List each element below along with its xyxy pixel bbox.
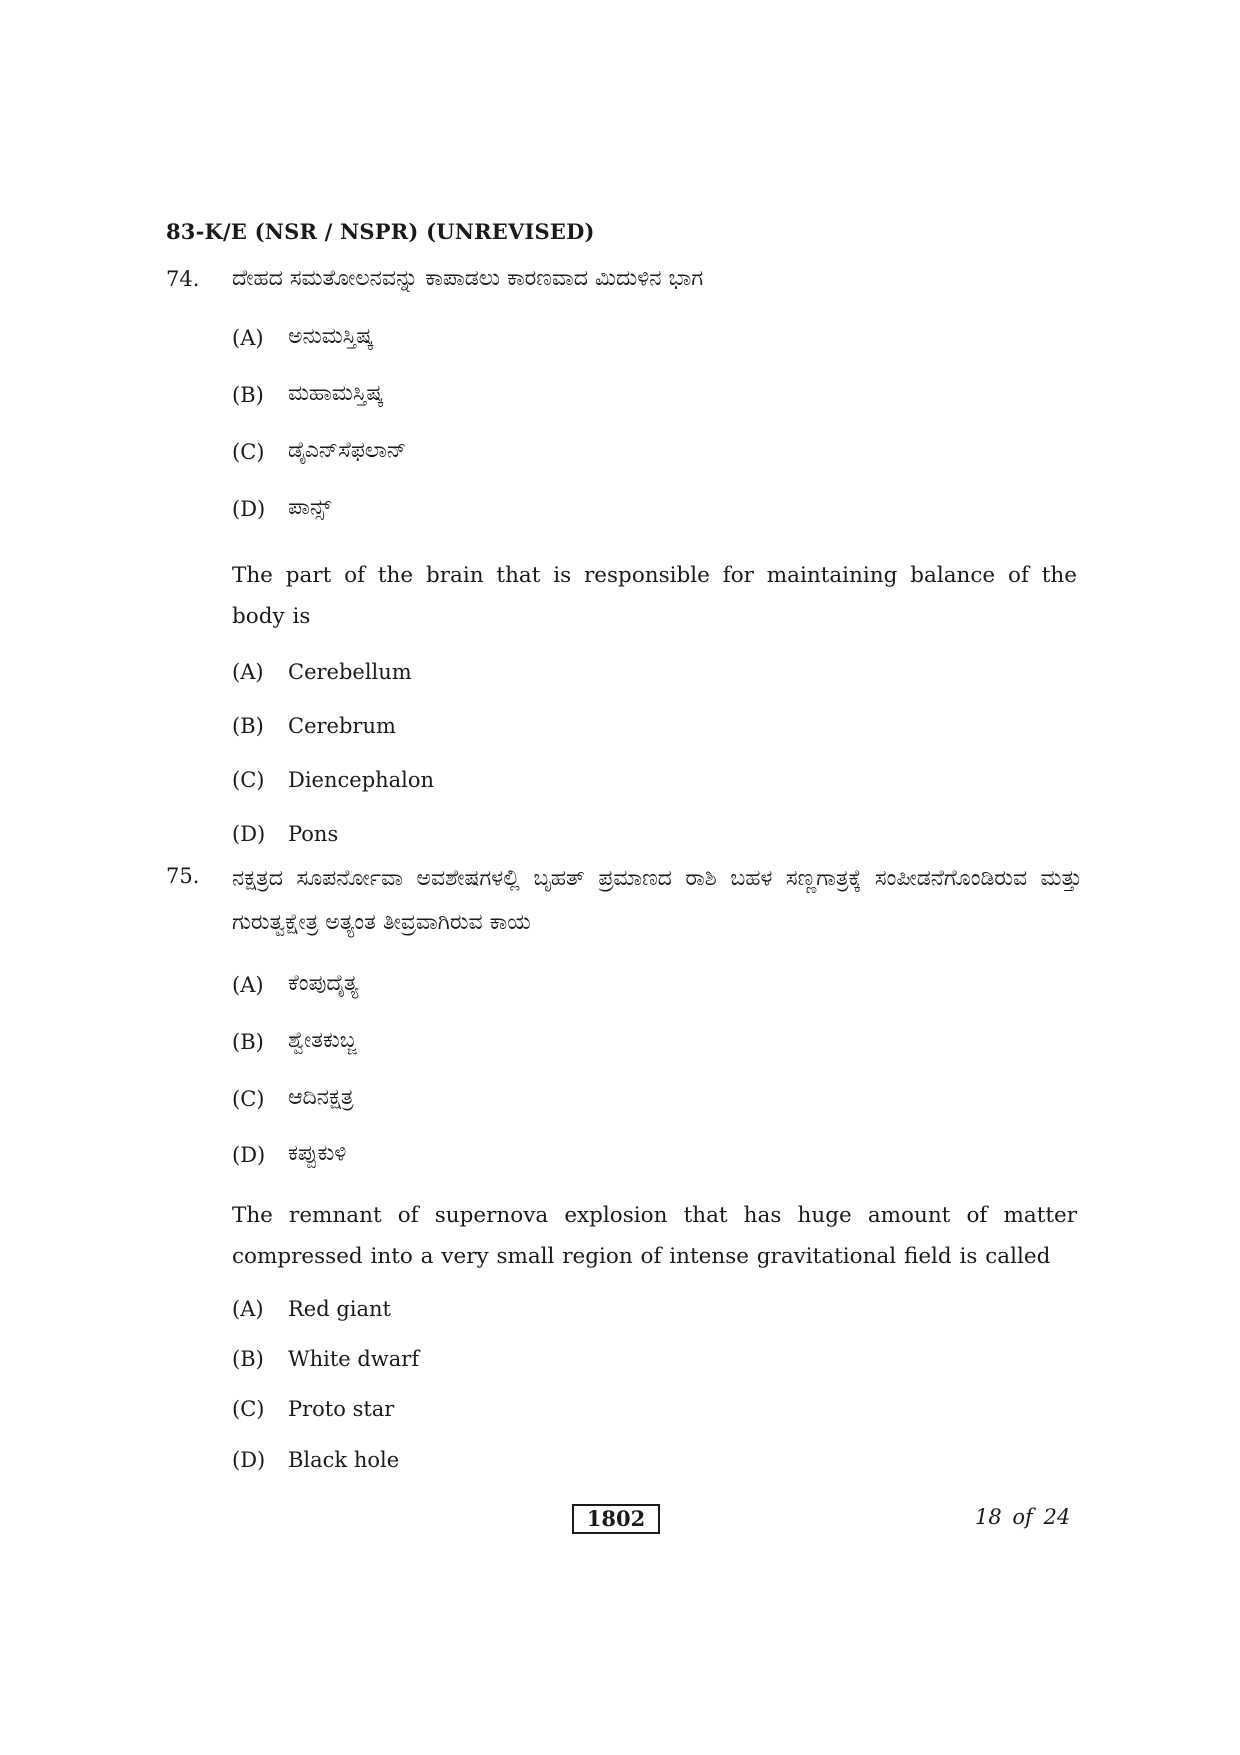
option-letter: (C) [232,440,265,464]
option-letter: (A) [232,660,264,684]
question-number: 75. [166,864,200,888]
option-letter: (C) [232,1397,265,1421]
option-letter: (A) [232,1297,264,1321]
option-letter: (D) [232,822,266,846]
option-text-kannada: ಆದಿನಕ್ಷತ್ರ [288,1085,354,1110]
question-text-kannada: ನಕ್ಷತ್ರದ ಸೂಪರ್ನೋವಾ ಅವಶೇಷಗಳಲ್ಲಿ ಬೃಹತ್ ಪ್ರಮಾಣದ ರಾಶಿ ಬಹಳ ಸಣ್ಣಗಾತ್ರಕ್ಕೆ ಸಂಪೀಡನೆಗೊಂಡಿರುವ ಮತ್ತು ಗುರುತ್ವಕ್ಷೇತ್ರ ಅತ್ಯಂತ ತೀವ್ರವಾಗಿರುವ ಕಾಯ [232,866,1082,935]
option-letter: (B) [232,1347,264,1371]
option-letter: (D) [232,1448,266,1472]
option-text-english: White dwarf [288,1347,420,1371]
option-text-english: Diencephalon [288,768,435,792]
option-letter: (D) [232,1143,266,1167]
option-text-english: Black hole [288,1448,400,1472]
option-text-english: Cerebrum [288,714,396,738]
question-number: 74. [166,267,200,291]
option-letter: (A) [232,973,264,997]
option-text-english: Proto star [288,1397,395,1421]
option-letter: (A) [232,326,264,350]
question-text-english: The part of the brain that is responsible for maintaining balance of the body is [232,563,1077,629]
option-text-kannada: ಮಹಾಮಸ್ತಿಷ್ಕ [288,381,384,406]
page-number: 18 of 24 [975,1505,1071,1529]
option-text-english: Pons [288,822,339,846]
option-text-kannada: ಅನುಮಸ್ತಿಷ್ಕ [288,324,374,349]
option-text-kannada: ಕಪ್ಪುಕುಳಿ [288,1141,347,1166]
option-text-english: Red giant [288,1297,392,1321]
paper-code-header: 83-K/E (NSR / NSPR) (UNREVISED) [166,219,595,244]
paper-code-box: 1802 [572,1504,660,1534]
option-text-kannada: ಡೈಎನ್‌ಸೆಫಲಾನ್ [288,438,407,463]
option-text-kannada: ಶ್ವೇತಕುಬ್ಜ [288,1028,357,1053]
option-letter: (D) [232,497,266,521]
option-text-english: Cerebellum [288,660,412,684]
option-letter: (C) [232,1087,265,1111]
option-letter: (B) [232,1030,264,1054]
question-text-english: The remnant of supernova explosion that has huge amount of matter compressed into a very small region of intense gravitational field is called [232,1203,1077,1269]
option-letter: (C) [232,768,265,792]
option-letter: (B) [232,383,264,407]
option-text-kannada: ಕೆಂಪುದೈತ್ಯ [288,971,359,996]
option-letter: (B) [232,714,264,738]
option-text-kannada: ಪಾನ್ಸ್ [288,495,332,520]
question-text-kannada: ದೇಹದ ಸಮತೋಲನವನ್ನು ಕಾಪಾಡಲು ಕಾರಣವಾದ ಮಿದುಳಿನ ಭಾಗ [232,266,704,291]
